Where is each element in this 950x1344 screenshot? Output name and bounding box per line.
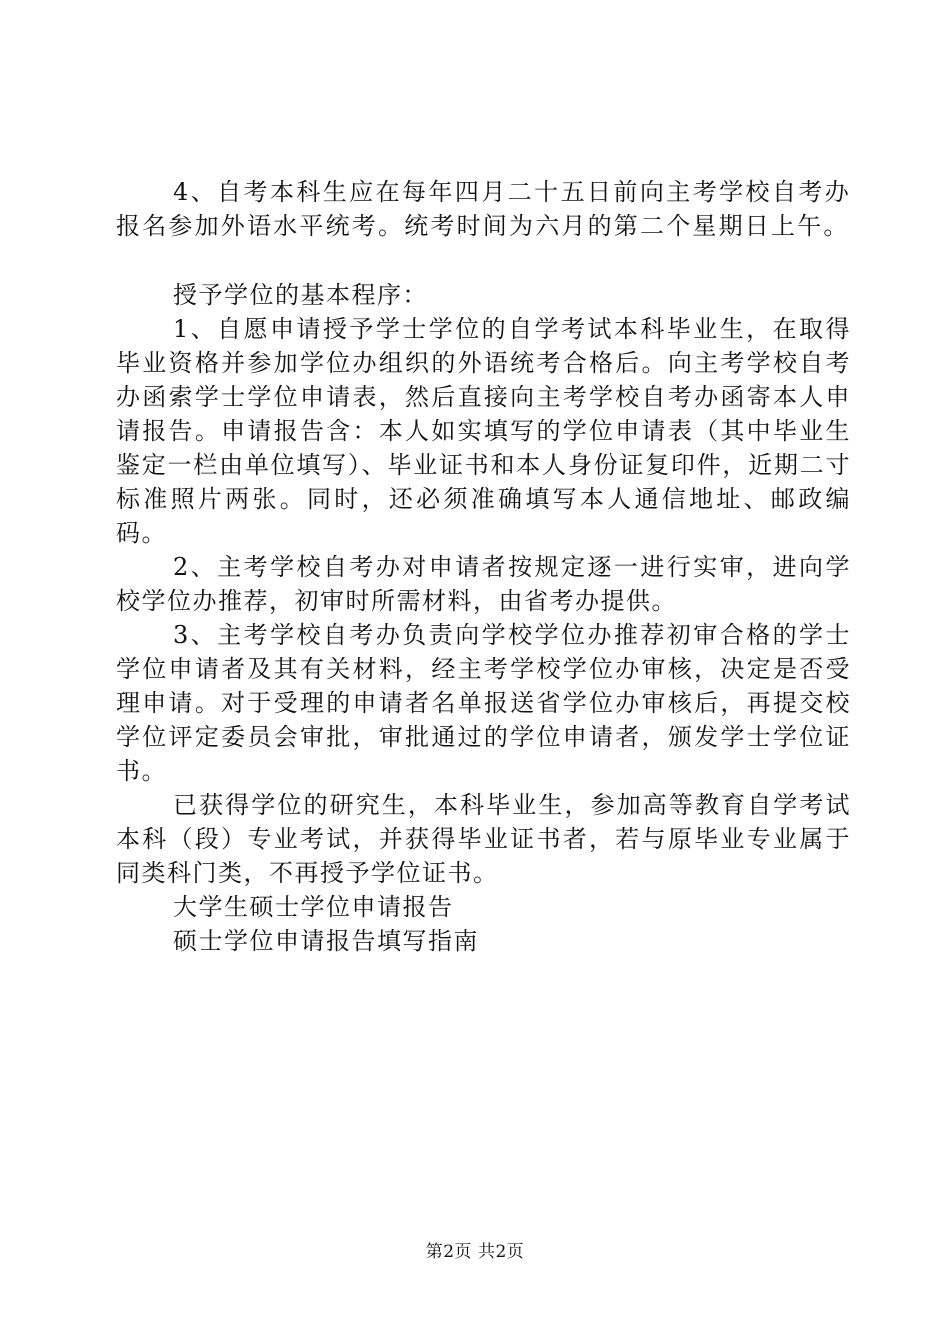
related-link-title-1: 大学生硕士学位申请报告 — [173, 893, 454, 921]
paragraph-step-1: 1、自愿申请授予学士学位的自学考试本科毕业生，在取得毕业资格并参加学位办组织的外语统考合格后。向主考学校自考办函索学士学位申请表，然后直接向主考学校自考办函寄本人申请报告。申请报告含：本人如实填写的学位申请表（其中毕业生鉴定一栏由单位填写）、毕业证书和本人身份证复印件，近期二寸标准照片两张。同时，还必须准确填写本人通信地址、邮政编码。 — [116, 315, 851, 547]
paragraph-step-3: 3、主考学校自考办负责向学校学位办推荐初审合格的学士学位申请者及其有关材料，经主考学校学位办审核，决定是否受理申请。对于受理的申请者名单报送省学位办审核后，再提交校学位评定委员会审批，审批通过的学位申请者，颁发学士学位证书。 — [116, 621, 851, 785]
paragraph-exam-registration: 4、自考本科生应在每年四月二十五日前向主考学校自考办报名参加外语水平统考。统考时间为六月的第二个星期日上午。 — [116, 178, 851, 240]
document-body — [116, 175, 851, 958]
paragraph-step-2: 2、主考学校自考办对申请者按规定逐一进行实审，进向学校学位办推荐，初审时所需材料，由省考办提供。 — [116, 553, 851, 615]
paragraph-procedure-heading: 授予学位的基本程序： — [173, 281, 428, 309]
page-number-footer: 第2页 共2页 — [425, 1242, 525, 1262]
paragraph-exclusion-note: 已获得学位的研究生，本科毕业生，参加高等教育自学考试本科（段）专业考试，并获得毕业证书者，若与原毕业专业属于同类科门类，不再授予学位证书。 — [116, 791, 851, 887]
paragraph-gap — [116, 243, 851, 278]
related-link-title-2: 硕士学位申请报告填写指南 — [173, 927, 479, 955]
